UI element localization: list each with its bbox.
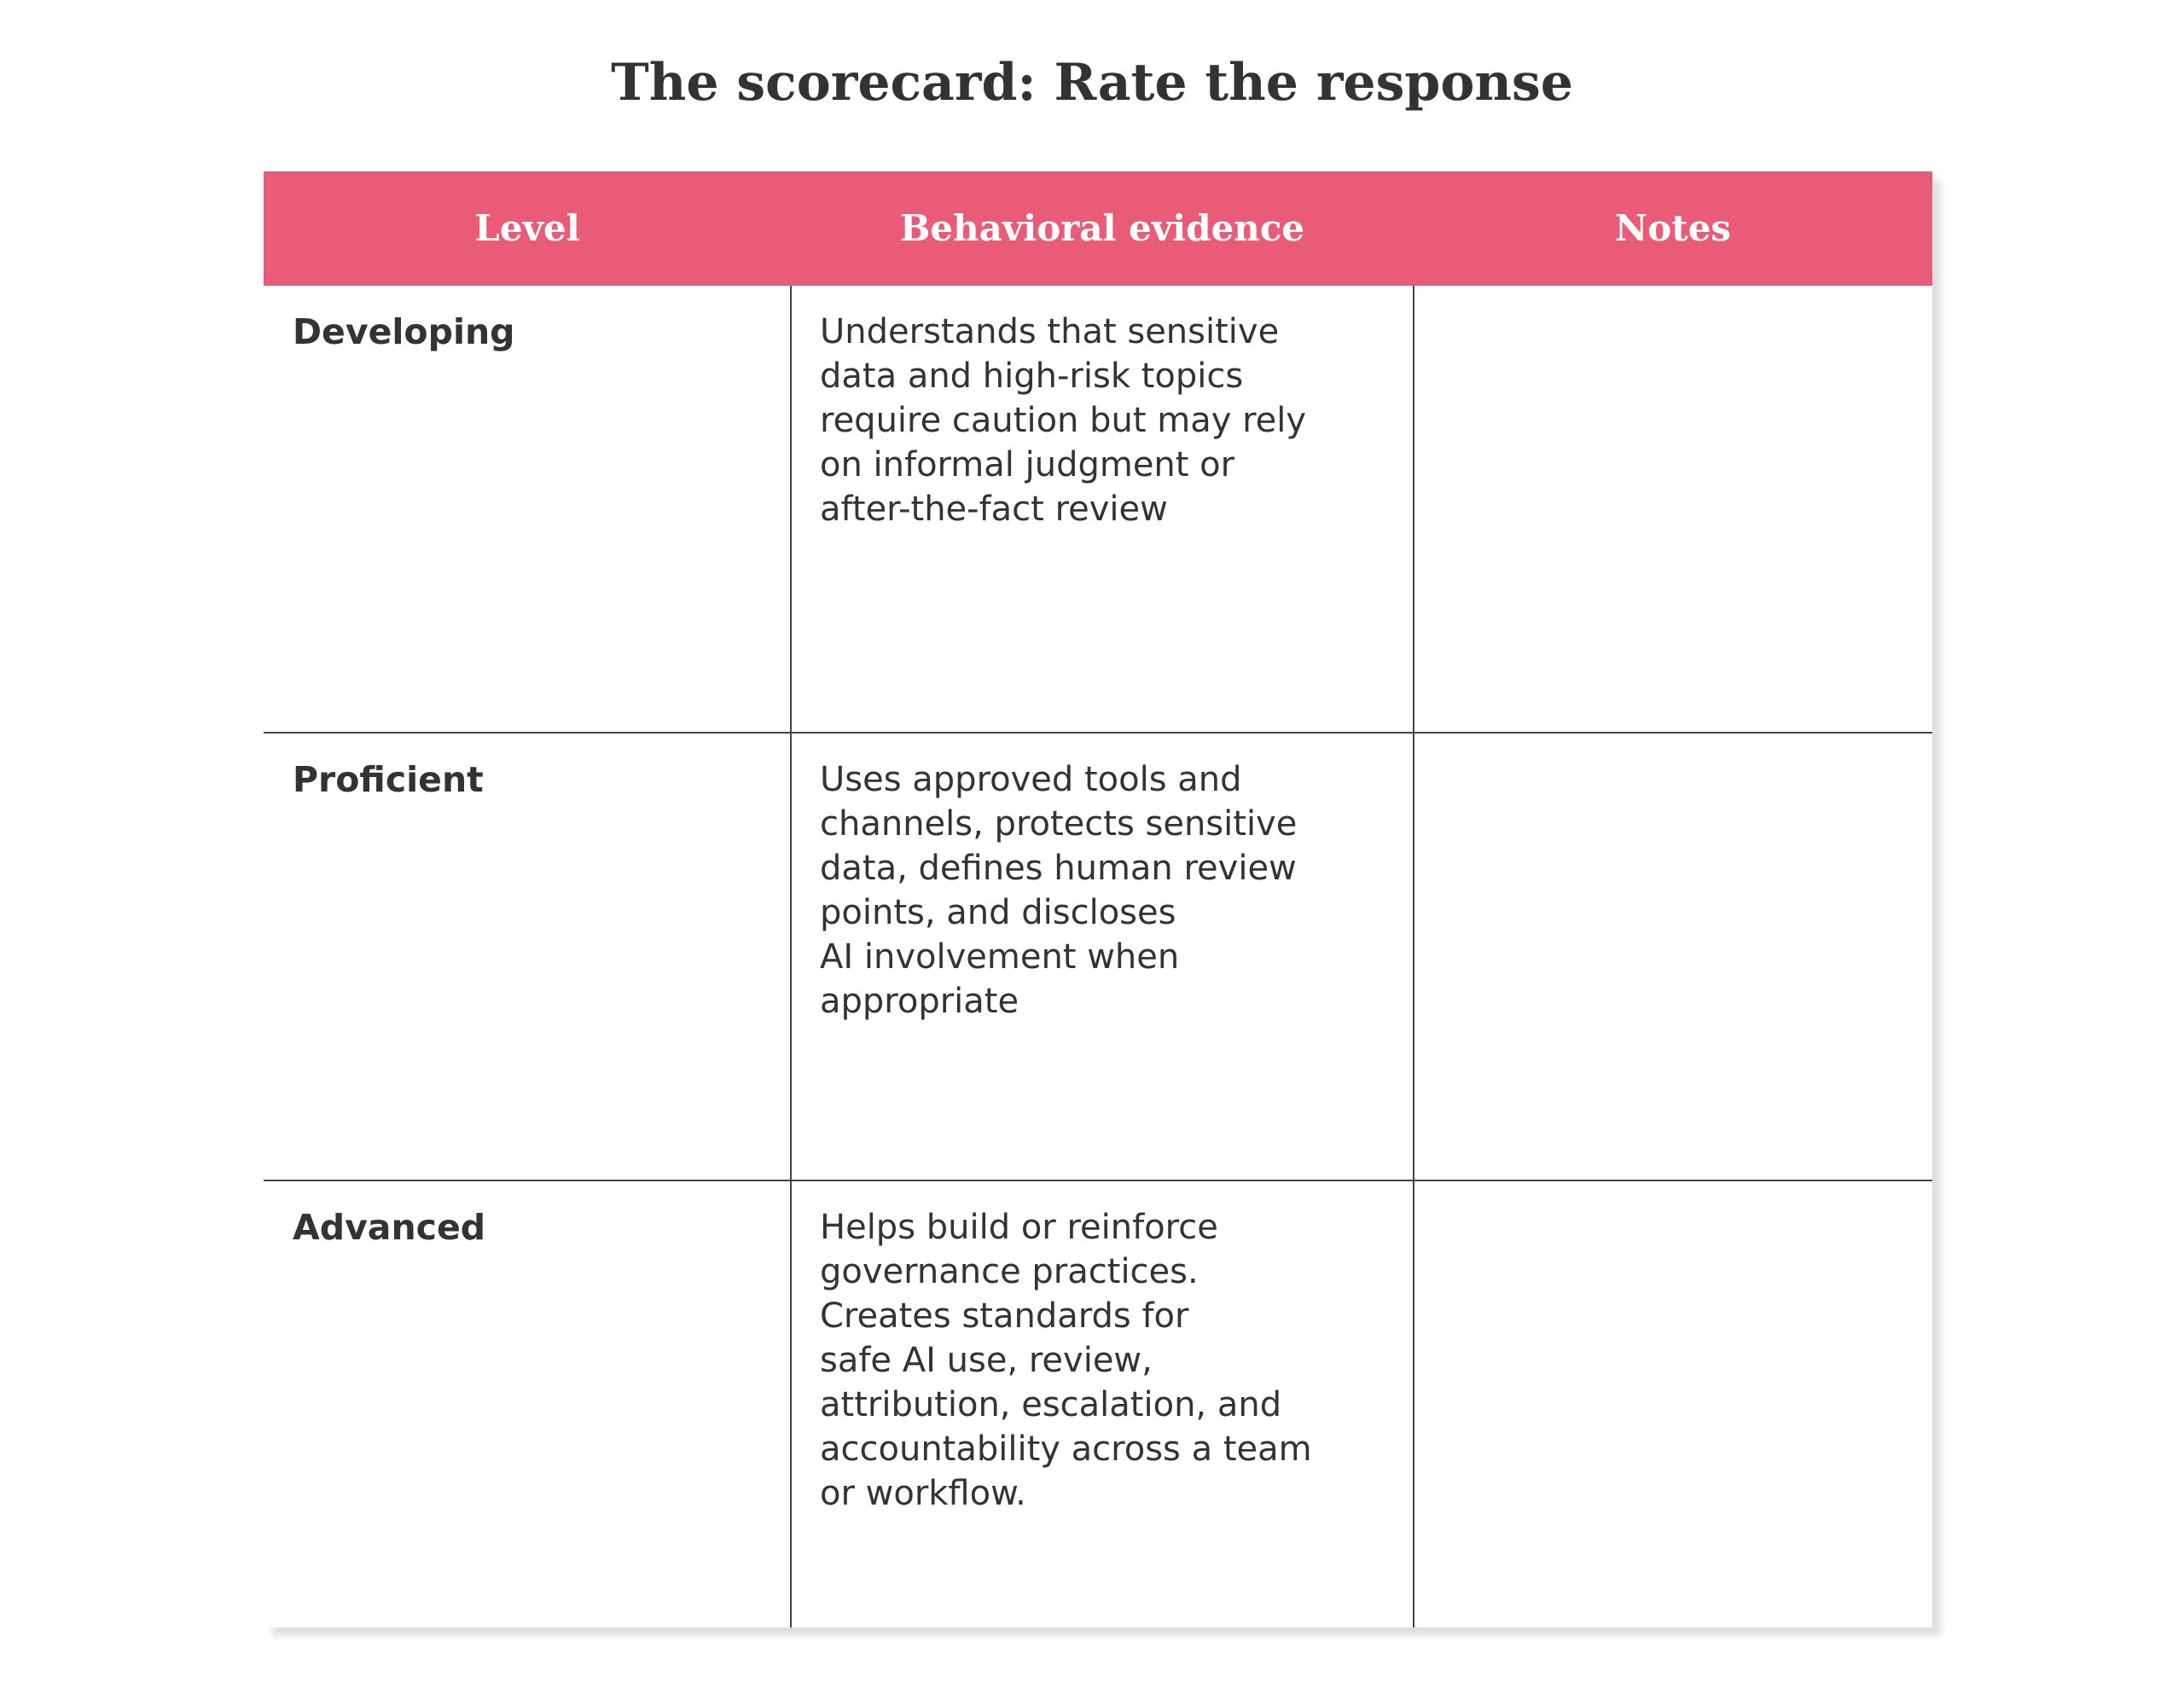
table-row-developing bbox=[264, 286, 1932, 733]
table-row-proficient bbox=[264, 734, 1932, 1180]
evidence-line: governance practices. bbox=[820, 1252, 1199, 1291]
evidence-line: appropriate bbox=[820, 982, 1019, 1021]
header-level: Level bbox=[474, 207, 580, 249]
evidence-line: Understands that sensitive bbox=[820, 312, 1280, 351]
level-label: Proficient bbox=[293, 759, 484, 800]
evidence-line: attribution, escalation, and bbox=[820, 1385, 1282, 1424]
evidence-line: on informal judgment or bbox=[820, 445, 1235, 484]
notes-cell[interactable] bbox=[1414, 734, 1932, 1180]
level-label: Advanced bbox=[293, 1207, 486, 1248]
page-title: The scorecard: Rate the response bbox=[611, 53, 1573, 113]
scorecard-table bbox=[264, 171, 1932, 1627]
notes-cell[interactable] bbox=[1414, 1181, 1932, 1627]
evidence-line: data and high-risk topics bbox=[820, 357, 1244, 396]
evidence-line: Helps build or reinforce bbox=[820, 1208, 1218, 1247]
header-behavioral-evidence: Behavioral evidence bbox=[899, 207, 1305, 249]
evidence-line: points, and discloses bbox=[820, 893, 1176, 932]
behavioral-evidence-text bbox=[820, 1205, 1391, 1516]
evidence-line: safe AI use, review, bbox=[820, 1341, 1153, 1380]
behavioral-evidence-text bbox=[820, 757, 1391, 1024]
evidence-line: Creates standards for bbox=[820, 1296, 1189, 1336]
header-notes: Notes bbox=[1614, 207, 1732, 249]
evidence-line: or workflow. bbox=[820, 1474, 1026, 1513]
evidence-line: channels, protects sensitive bbox=[820, 804, 1298, 844]
evidence-line: data, defines human review bbox=[820, 849, 1297, 888]
evidence-line: accountability across a team bbox=[820, 1430, 1312, 1469]
table-row-advanced bbox=[264, 1181, 1932, 1627]
evidence-line: require caution but may rely bbox=[820, 401, 1307, 440]
notes-cell[interactable] bbox=[1414, 286, 1932, 733]
evidence-line: Uses approved tools and bbox=[820, 760, 1242, 799]
level-label: Developing bbox=[293, 311, 515, 352]
evidence-line: after-the-fact review bbox=[820, 490, 1168, 529]
table-header-row bbox=[264, 171, 1932, 286]
behavioral-evidence-text bbox=[820, 310, 1391, 531]
evidence-line: AI involvement when bbox=[820, 937, 1180, 977]
